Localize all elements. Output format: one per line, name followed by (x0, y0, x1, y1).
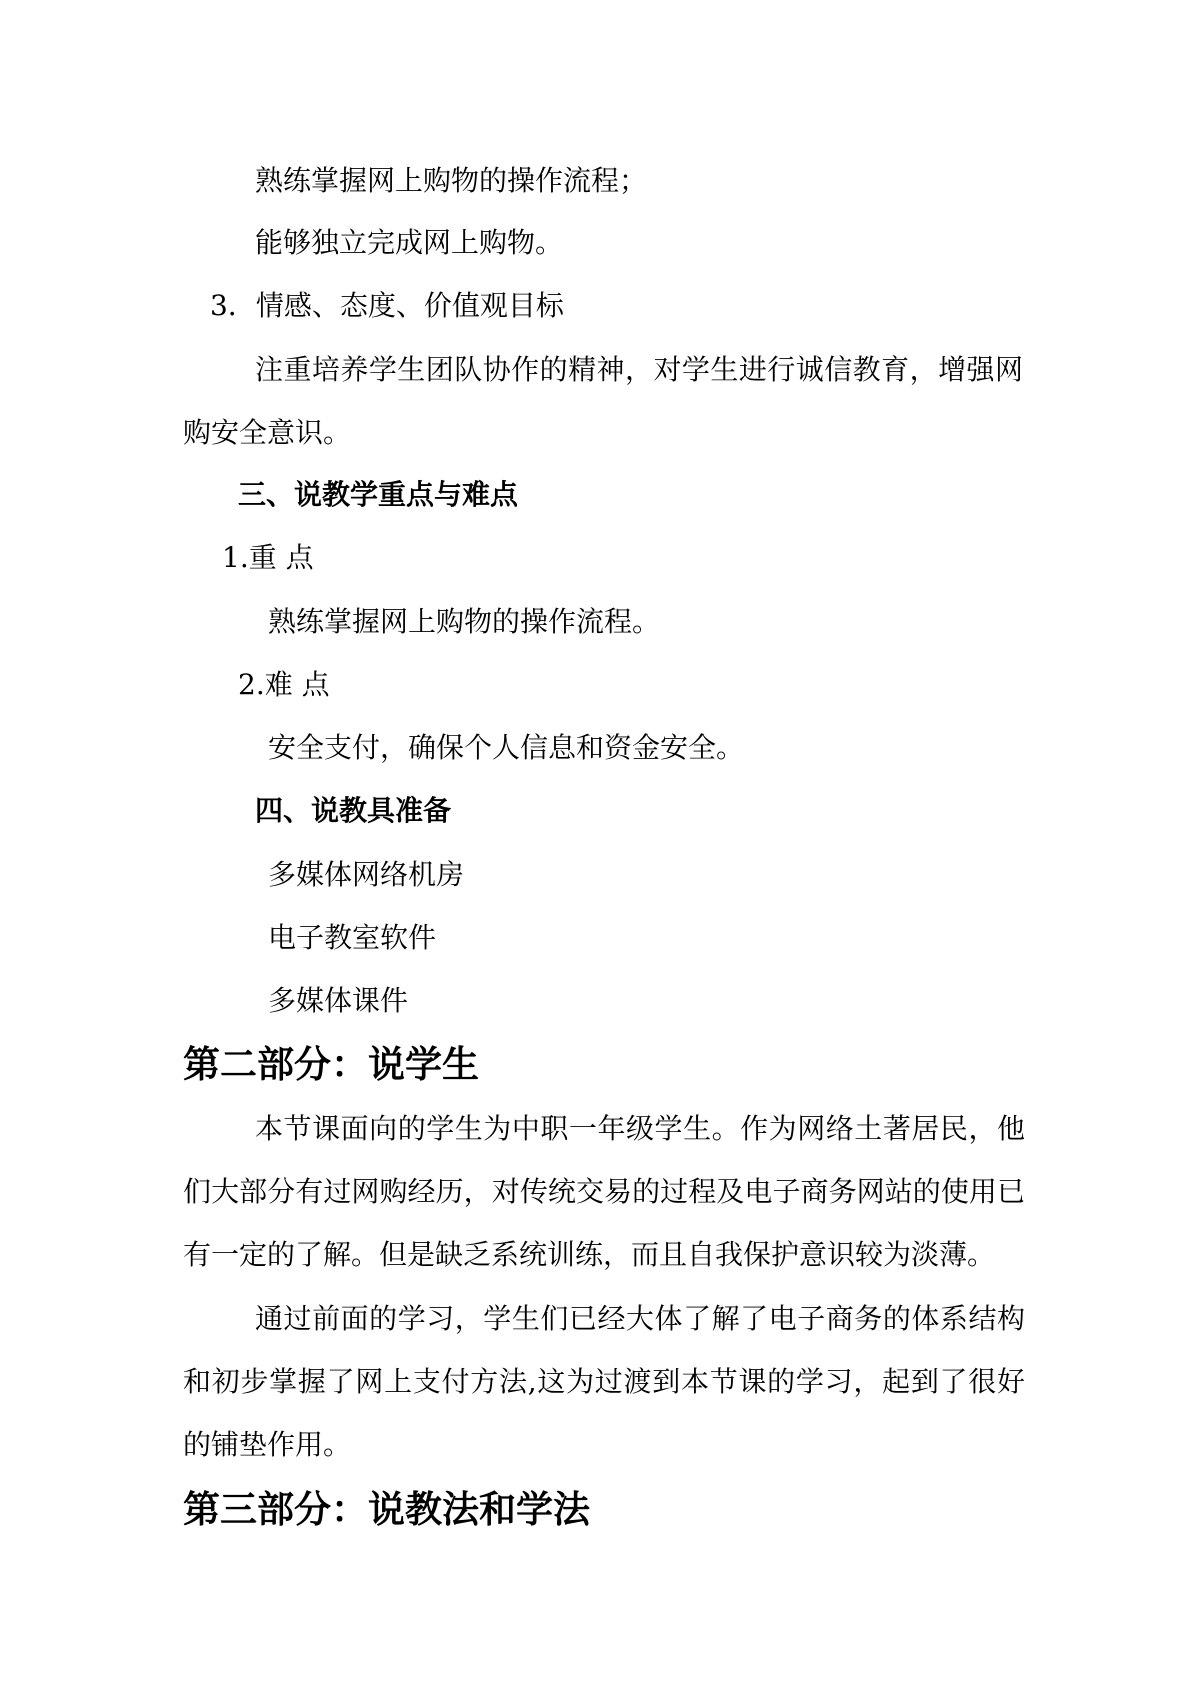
students-paragraph-1-line-2: 们大部分有过网购经历，对传统交易的过程及电子商务网站的使用已 (183, 1175, 1025, 1208)
students-paragraph-2-line-3: 的铺垫作用。 (183, 1428, 352, 1461)
section-3-heading: 三、说教学重点与难点 (238, 478, 519, 511)
emotion-goal-heading: 3．情感、态度、价值观目标 (210, 289, 564, 322)
students-paragraph-2-line-2: 和初步掌握了网上支付方法,这为过渡到本节课的学习，起到了很好 (183, 1365, 1025, 1398)
teaching-aid-item-2: 电子教室软件 (268, 921, 437, 954)
section-4-heading: 四、说教具准备 (255, 794, 452, 827)
students-paragraph-1-line-1: 本节课面向的学生为中职一年级学生。作为网络土著居民，他 (255, 1112, 1025, 1145)
part-3-heading: 第三部分：说教法和学法 (183, 1487, 590, 1531)
part-2-heading: 第二部分：说学生 (183, 1042, 479, 1086)
students-paragraph-1-line-3: 有一定的了解。但是缺乏系统训练，而且自我保护意识较为淡薄。 (183, 1238, 996, 1271)
teaching-aid-item-3: 多媒体课件 (268, 984, 409, 1017)
key-point-heading: 1.重 点 (222, 541, 314, 574)
students-paragraph-2-line-1: 通过前面的学习，学生们已经大体了解了电子商务的体系结构 (255, 1302, 1025, 1335)
difficulty-text: 安全支付，确保个人信息和资金安全。 (268, 731, 745, 764)
emotion-goal-text-2: 购安全意识。 (183, 416, 352, 449)
skill-goal-line-2: 能够独立完成网上购物。 (255, 226, 564, 259)
key-point-text: 熟练掌握网上购物的操作流程。 (268, 605, 661, 638)
difficulty-heading: 2.难 点 (238, 668, 330, 701)
teaching-aid-item-1: 多媒体网络机房 (268, 858, 465, 891)
emotion-goal-text-1: 注重培养学生团队协作的精神，对学生进行诚信教育，增强网 (255, 353, 1023, 386)
skill-goal-line-1: 熟练掌握网上购物的操作流程； (255, 164, 648, 197)
